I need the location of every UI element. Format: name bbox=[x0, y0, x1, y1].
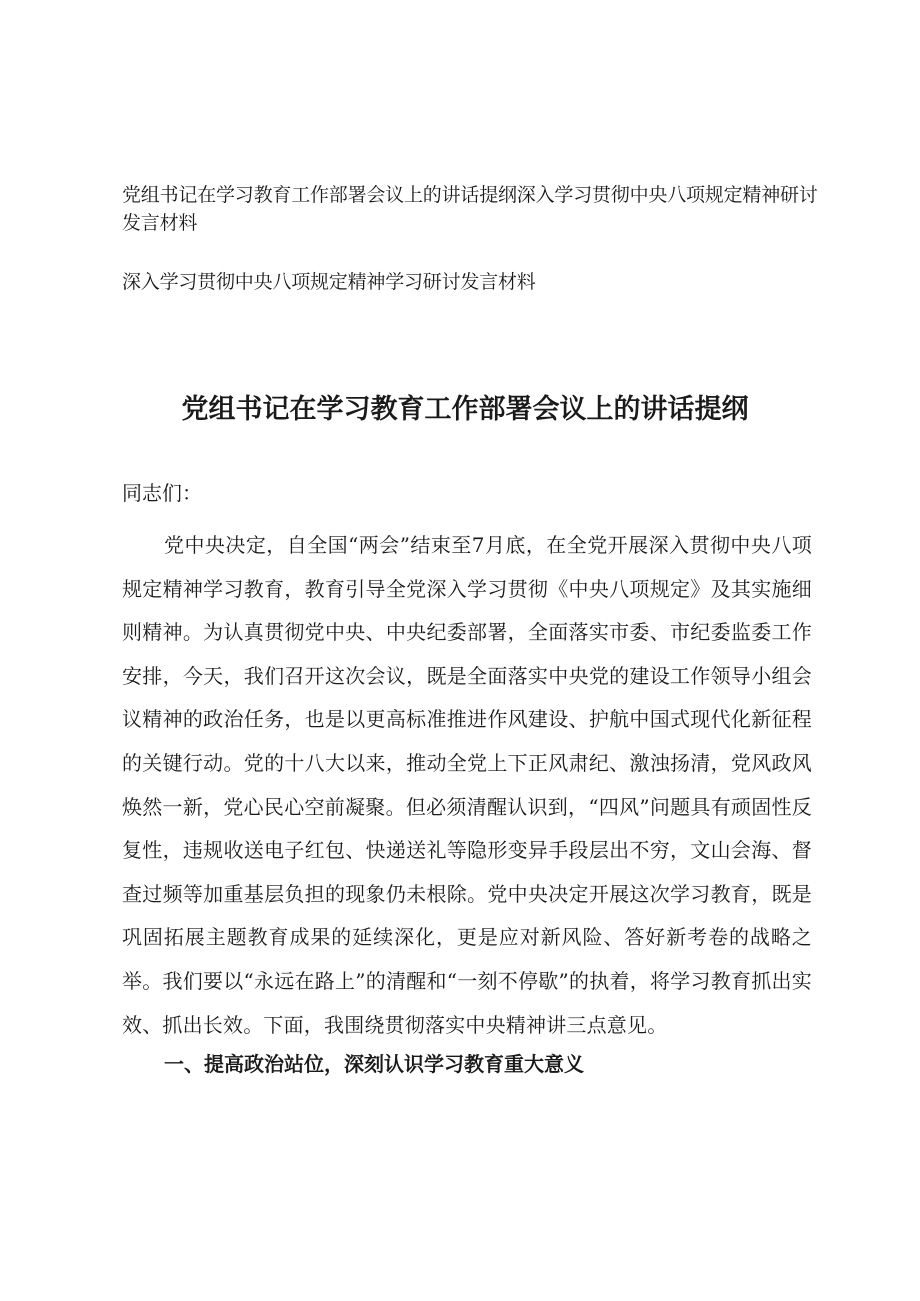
document-header-subtitle: 深入学习贯彻中央八项规定精神学习研讨发言材料 bbox=[122, 271, 536, 293]
salutation: 同志们： bbox=[122, 481, 202, 505]
section-heading-1: 一、提高政治站位，深刻认识学习教育重大意义 bbox=[164, 1052, 584, 1076]
speech-title: 党组书记在学习教育工作部署会议上的讲话提纲 bbox=[181, 394, 749, 425]
body-paragraph: 党中央决定，自全国“两会”结束至7月底，在全党开展深入贯彻中央八项规定精神学习教育，教育引导全党深入学习贯彻《中央八项规定》及其实施细则精神。为认真贯彻党中央、中央纪委部署，全面落实市委、市纪委监委工作安排，今天，我们召开这次会议，既是全面落实中央党的建设工作领导小组会议精神的政治任务，也是以更高标准推进作风建设、护航中国式现代化新征程的关键行动。党的十八大以来，推动全党上下正风肃纪、激浊扬清，党风政风焕然一新，党心民心空前凝聚。但必须清醒认识到，“四风”问题具有顽固性反复性，违规收送电子红包、快递送礼等隐形变异手段层出不穷，文山会海、督查过频等加重基层负担的现象仍未根除。党中央决定开展这次学习教育，既是巩固拓展主题教育成果的延续深化，更是应对新风险、答好新考卷的战略之举。我们要以“永远在路上”的清醒和“一刻不停歇”的执着，将学习教育抓出实效、抓出长效。下面，我围绕贯彻落实中央精神讲三点意见。 bbox=[122, 533, 812, 1037]
document-header-title: 党组书记在学习教育工作部署会议上的讲话提纲深入学习贯彻中央八项规定精神研讨发言材料 bbox=[122, 184, 818, 234]
